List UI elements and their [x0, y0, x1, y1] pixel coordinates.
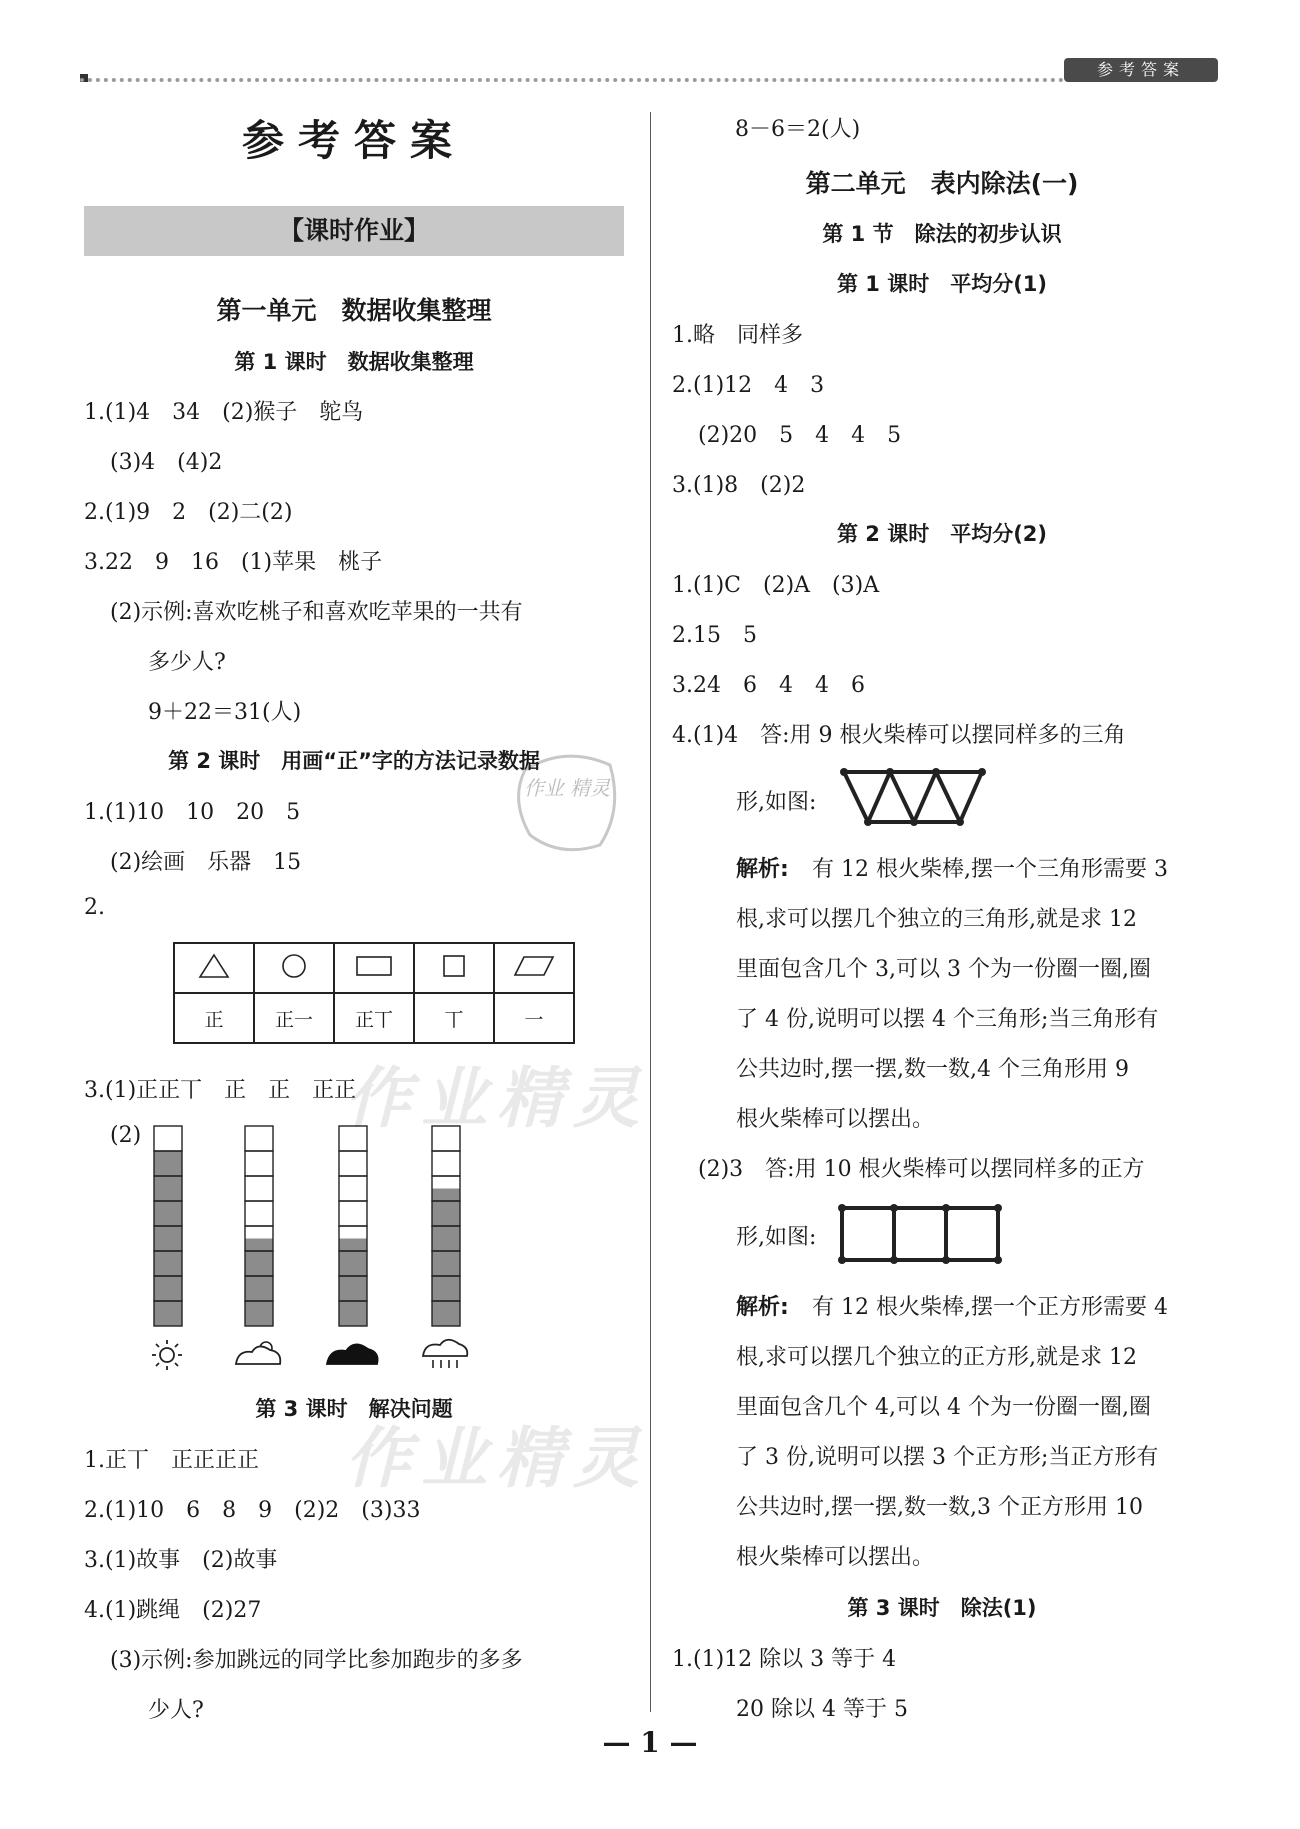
explanation-label: 解析:: [736, 1295, 789, 1320]
bar-grid-cell: [339, 1126, 367, 1151]
rectangle-icon: [354, 952, 394, 980]
answer-line: (3)示例:参加跳远的同学比参加跑步的多多: [110, 1648, 523, 1673]
answer-line: 2.(1)10 6 8 9 (2)2 (3)33: [84, 1498, 421, 1523]
explanation-line: 了 3 份,说明可以摆 3 个正方形;当正方形有: [736, 1445, 1159, 1470]
table-cell: [174, 943, 254, 993]
table-cell: [414, 943, 494, 993]
partly-cloudy-icon: [236, 1342, 280, 1364]
bar-grid-cell: [432, 1126, 460, 1151]
explanation-line: 根火柴棒可以摆出。: [736, 1545, 935, 1570]
circle-icon: [277, 952, 311, 980]
answer-line: (3)4 (4)2: [110, 450, 223, 475]
answer-line: 1.正丅 正正正正: [84, 1448, 259, 1473]
page-number: — 1 —: [602, 1726, 698, 1759]
tally-table: [173, 942, 575, 1044]
bar-grid-cell: [339, 1151, 367, 1176]
explanation-line: 里面包含几个 3,可以 3 个为一份圈一圈,圈: [736, 957, 1151, 982]
header-dotted-rule: [80, 78, 1080, 82]
answer-line: 8－6＝2(人): [735, 117, 861, 142]
explanation-line: 根火柴棒可以摆出。: [736, 1107, 935, 1132]
bar-grid-cell: [154, 1126, 182, 1151]
answer-line: 2.15 5: [672, 623, 757, 648]
answer-line: 9＋22＝31(人): [148, 700, 302, 725]
figure-label: 形,如图:: [736, 1225, 817, 1250]
bar-sun-icon: [154, 1151, 182, 1326]
match-triangles-figure: [836, 766, 996, 830]
bar-rain-icon: [432, 1189, 460, 1327]
bar-grid-cell: [245, 1126, 273, 1151]
header-tab: 参考答案: [1064, 58, 1218, 82]
answer-line: 3.22 9 16 (1)苹果 桃子: [84, 550, 383, 575]
lesson-title: 第 2 课时 用画“正”字的方法记录数据: [168, 749, 540, 773]
answer-line: 2.: [84, 895, 105, 920]
answer-line: 4.(1)4 答:用 9 根火柴棒可以摆同样多的三角: [672, 723, 1126, 748]
answer-line: (2)3 答:用 10 根火柴棒可以摆同样多的正方: [698, 1157, 1145, 1182]
answer-line: 1.(1)C (2)A (3)A: [672, 573, 880, 598]
unit-title: 第一单元 数据收集整理: [216, 296, 492, 325]
weather-bar-chart: [140, 1118, 500, 1378]
square-icon: [437, 952, 471, 980]
lesson-title: 第 1 课时 数据收集整理: [234, 350, 474, 374]
bar-grid-cell: [339, 1201, 367, 1226]
rain-icon: [423, 1340, 467, 1368]
answer-line: 2.(1)9 2 (2)二(2): [84, 500, 293, 525]
tally-mark: 一: [494, 993, 574, 1043]
answer-line: (2)绘画 乐器 15: [110, 850, 302, 875]
answer-line: 多少人?: [148, 650, 226, 675]
explanation-line: 根,求可以摆几个独立的正方形,就是求 12: [736, 1345, 1137, 1370]
explanation-line: 里面包含几个 4,可以 4 个为一份圈一圈,圈: [736, 1395, 1151, 1420]
tally-mark: 正一: [254, 993, 334, 1043]
explanation-line: 公共边时,摆一摆,数一数,4 个三角形用 9: [736, 1057, 1129, 1082]
bar-grid-cell: [339, 1176, 367, 1201]
triangle-icon: [197, 952, 231, 980]
answer-line: (2)20 5 4 4 5: [698, 423, 902, 448]
cloudy-icon: [327, 1344, 378, 1364]
bar-grid-cell: [432, 1151, 460, 1176]
answer-line: (2)示例:喜欢吃桃子和喜欢吃苹果的一共有: [110, 600, 523, 625]
parallelogram-icon: [512, 952, 556, 980]
watermark: 作业精灵: [345, 1420, 649, 1497]
table-cell: [334, 943, 414, 993]
explanation-line: 了 4 份,说明可以摆 4 个三角形;当三角形有: [736, 1007, 1159, 1032]
bar-grid-cell: [245, 1176, 273, 1201]
explanation-label: 解析:: [736, 857, 789, 882]
answer-line: 1.(1)10 10 20 5: [84, 800, 301, 825]
answer-line: 2.(1)12 4 3: [672, 373, 825, 398]
bar-grid-cell: [245, 1201, 273, 1226]
bar-grid-cell: [245, 1151, 273, 1176]
table-cell: [494, 943, 574, 993]
answer-line: 1.(1)4 34 (2)猴子 鸵鸟: [84, 400, 364, 425]
answer-line: 3.(1)8 (2)2: [672, 473, 806, 498]
section-band: 【课时作业】: [84, 206, 624, 256]
column-divider: [650, 112, 651, 1712]
lesson-title: 第 3 课时 除法(1): [847, 1596, 1037, 1620]
unit-title: 第二单元 表内除法(一): [805, 169, 1079, 198]
lesson-title: 第 3 课时 解决问题: [255, 1397, 453, 1421]
answer-line: 20 除以 4 等于 5: [736, 1697, 908, 1722]
answer-line: 3.(1)故事 (2)故事: [84, 1548, 278, 1573]
answer-line: 1.(1)12 除以 3 等于 4: [672, 1647, 897, 1672]
watermark: 作业精灵: [345, 1060, 649, 1137]
sun-icon: [152, 1340, 182, 1370]
stamp-text: 作业 精灵: [523, 776, 611, 800]
match-squares-figure: [836, 1202, 1006, 1266]
tally-mark: 丅: [414, 993, 494, 1043]
table-cell: [254, 943, 334, 993]
explanation-line: 有 12 根火柴棒,摆一个正方形需要 4: [812, 1295, 1168, 1320]
lesson-title: 第 1 课时 平均分(1): [836, 272, 1048, 296]
tally-mark: 正丅: [334, 993, 414, 1043]
answer-line: 少人?: [148, 1698, 204, 1723]
answer-line: 1.略 同样多: [672, 323, 803, 348]
section-title: 第 1 节 除法的初步认识: [822, 222, 1062, 246]
tally-mark: 正: [174, 993, 254, 1043]
explanation-line: 有 12 根火柴棒,摆一个三角形需要 3: [812, 857, 1168, 882]
lesson-title: 第 2 课时 平均分(2): [836, 522, 1048, 546]
answer-line: 3.24 6 4 4 6: [672, 673, 865, 698]
answer-line: 3.(1)正正丅 正 正 正正: [84, 1078, 357, 1103]
explanation-line: 根,求可以摆几个独立的三角形,就是求 12: [736, 907, 1137, 932]
answer-line: 4.(1)跳绳 (2)27: [84, 1598, 262, 1623]
answer-line: (2): [110, 1123, 142, 1148]
explanation-line: 公共边时,摆一摆,数一数,3 个正方形用 10: [736, 1495, 1143, 1520]
page-title: 参考答案: [241, 116, 466, 165]
figure-label: 形,如图:: [736, 790, 817, 815]
